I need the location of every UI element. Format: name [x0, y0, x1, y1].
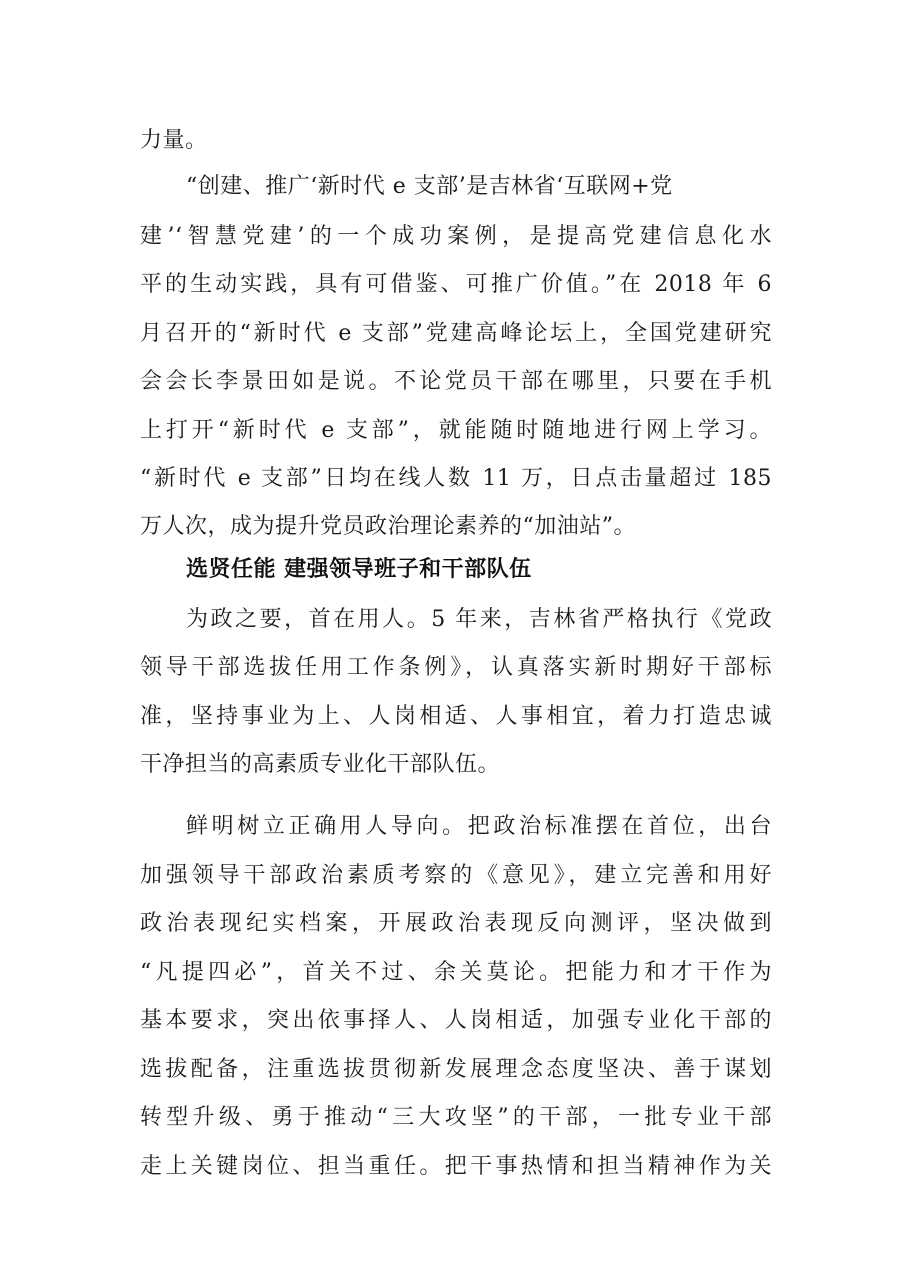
text-line: 政治表现纪实档案，开展政治表现反向测评，坚决做到 [140, 911, 772, 936]
text-line: 上打开“新时代 e 支部”，就能随时随地进行网上学习。 [140, 418, 772, 443]
text-line: 加强领导干部政治素质考察的《意见》，建立完善和用好 [140, 863, 772, 888]
text-line: “凡提四必”，首关不过、余关莫论。把能力和才干作为 [140, 960, 772, 985]
text-line: 基本要求，突出依事择人、人岗相适，加强专业化干部的 [140, 1008, 772, 1033]
text-line: 领导干部选拔任用工作条例》，认真落实新时期好干部标 [140, 655, 772, 680]
text-line: 走上关键岗位、担当重任。把干事热情和担当精神作为关 [140, 1154, 772, 1179]
text-line: 准，坚持事业为上、人岗相适、人事相宜，着力打造忠诚 [140, 704, 772, 729]
section-heading: 选贤任能 建强领导班子和干部队伍 [186, 557, 532, 582]
text-line: 力量。 [140, 128, 208, 153]
text-line: 鲜明树立正确用人导向。把政治标准摆在首位，出台 [186, 814, 772, 839]
text-line: 为政之要，首在用人。5 年来，吉林省严格执行《党政 [186, 607, 772, 632]
text-line: 平的生动实践，具有可借鉴、可推广价值。”在 2018 年 6 [140, 272, 772, 297]
text-line: 干净担当的高素质专业化干部队伍。 [140, 752, 501, 777]
text-line: 选拔配备，注重选拔贯彻新发展理念态度坚决、善于谋划 [140, 1057, 772, 1082]
text-line: 月召开的“新时代 e 支部”党建高峰论坛上，全国党建研究 [140, 321, 772, 346]
text-line: “新时代 e 支部”日均在线人数 11 万，日点击量超过 185 [140, 466, 772, 491]
text-line: 建’‘智慧党建’的一个成功案例，是提高党建信息化水 [140, 224, 772, 249]
text-line: “创建、推广‘新时代 e 支部’是吉林省‘互联网+党 [186, 174, 673, 199]
text-line: 转型升级、勇于推动“三大攻坚”的干部，一批专业干部 [140, 1105, 772, 1130]
text-line: 万人次，成为提升党员政治理论素养的“加油站”。 [140, 514, 636, 539]
text-line: 会会长李景田如是说。不论党员干部在哪里，只要在手机 [140, 369, 772, 394]
